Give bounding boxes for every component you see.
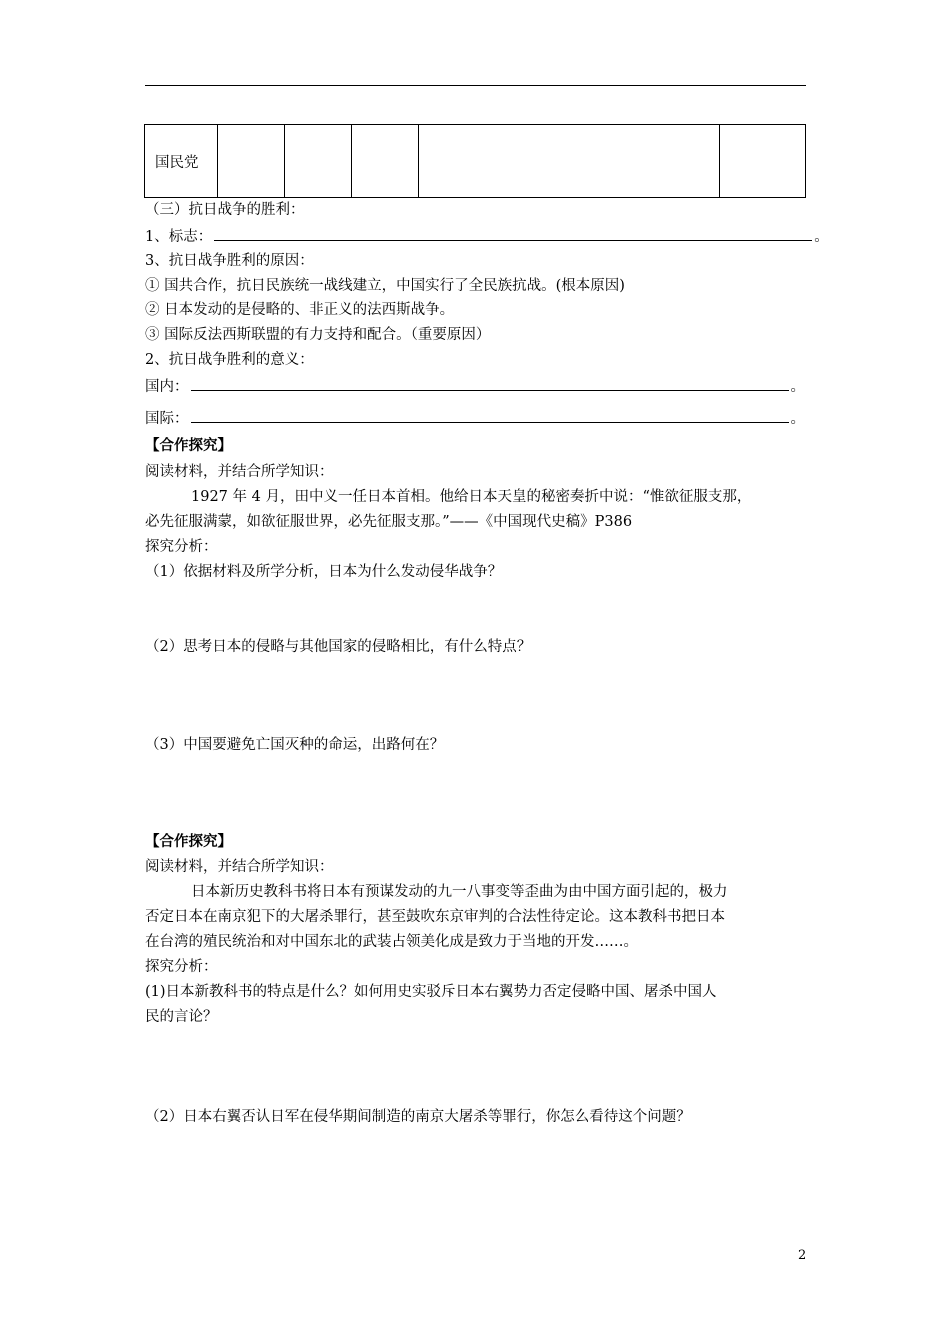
international-row: 国际： 。 (145, 408, 805, 429)
inquiry1-question-3: （3）中国要避免亡国灭种的命运，出路何在？ (145, 737, 445, 753)
inquiry1-intro: 阅读材料，并结合所学知识： (145, 464, 334, 480)
table-cell (352, 125, 419, 198)
sign-label: 1、标志： (145, 229, 213, 245)
table-cell (218, 125, 285, 198)
domestic-row: 国内： 。 (145, 376, 805, 397)
significance-label: 2、抗日战争胜利的意义： (145, 352, 314, 368)
domestic-label: 国内： (145, 379, 189, 395)
inquiry2-material-line: 否定日本在南京犯下的大屠杀罪行，甚至鼓吹东京审判的合法性待定论。这本教科书把日本 (145, 909, 725, 925)
cause-3: ③ 国际反法西斯联盟的有力支持和配合。（重要原因） (145, 327, 491, 343)
inquiry2-intro: 阅读材料，并结合所学知识： (145, 859, 334, 875)
inquiry1-question-1: （1）依据材料及所学分析，日本为什么发动侵华战争？ (145, 564, 503, 580)
inquiry2-analysis-label: 探究分析： (145, 959, 218, 975)
international-blank (191, 408, 789, 423)
inquiry2-question-1: (1)日本新教科书的特点是什么？如何用史实驳斥日本右翼势力否定侵略中国、屠杀中国人 (145, 984, 717, 1000)
page-number: 2 (798, 1248, 807, 1263)
table-row (145, 125, 806, 198)
inquiry1-question-2: （2）思考日本的侵略与其他国家的侵略相比，有什么特点？ (145, 639, 532, 655)
table-cell (285, 125, 352, 198)
inquiry2-question-2: （2）日本右翼否认日军在侵华期间制造的南京大屠杀等罪行，你怎么看待这个问题？ (145, 1109, 691, 1125)
inquiry1-material-line: 1927 年 4 月，田中义一任日本首相。他给日本天皇的秘密奏折中说：“惟欲征服支那， (191, 489, 752, 505)
party-table (144, 124, 806, 198)
table-cell (720, 125, 806, 198)
inquiry1-material-line: 必先征服满蒙，如欲征服世界，必先征服支那。”——《中国现代史稿》P386 (145, 514, 633, 530)
international-label: 国际： (145, 411, 189, 427)
cause-1: ① 国共合作，抗日民族统一战线建立，中国实行了全民族抗战。(根本原因) (145, 278, 625, 294)
inquiry2-material-line: 在台湾的殖民统治和对中国东北的武装占领美化成是致力于当地的开发……。 (145, 934, 638, 950)
victory-heading: （三）抗日战争的胜利： (145, 202, 305, 218)
inquiry2-material-line: 日本新历史教科书将日本有预谋发动的九一八事变等歪曲为由中国方面引起的，极力 (191, 884, 728, 900)
sign-row: 1、标志： 。 (145, 226, 829, 247)
inquiry1-analysis-label: 探究分析： (145, 539, 218, 555)
header-rule (145, 85, 806, 86)
causes-label: 3、抗日战争胜利的原因： (145, 253, 314, 269)
table-row-label: 国民党 (145, 125, 218, 198)
table-cell (419, 125, 720, 198)
inquiry2-heading: 【合作探究】 (145, 833, 232, 850)
inquiry1-heading: 【合作探究】 (145, 437, 232, 454)
inquiry2-question-1-cont: 民的言论？ (145, 1009, 218, 1025)
sign-blank (214, 226, 812, 241)
cause-2: ② 日本发动的是侵略的、非正义的法西斯战争。 (145, 302, 455, 318)
domestic-blank (191, 376, 789, 391)
